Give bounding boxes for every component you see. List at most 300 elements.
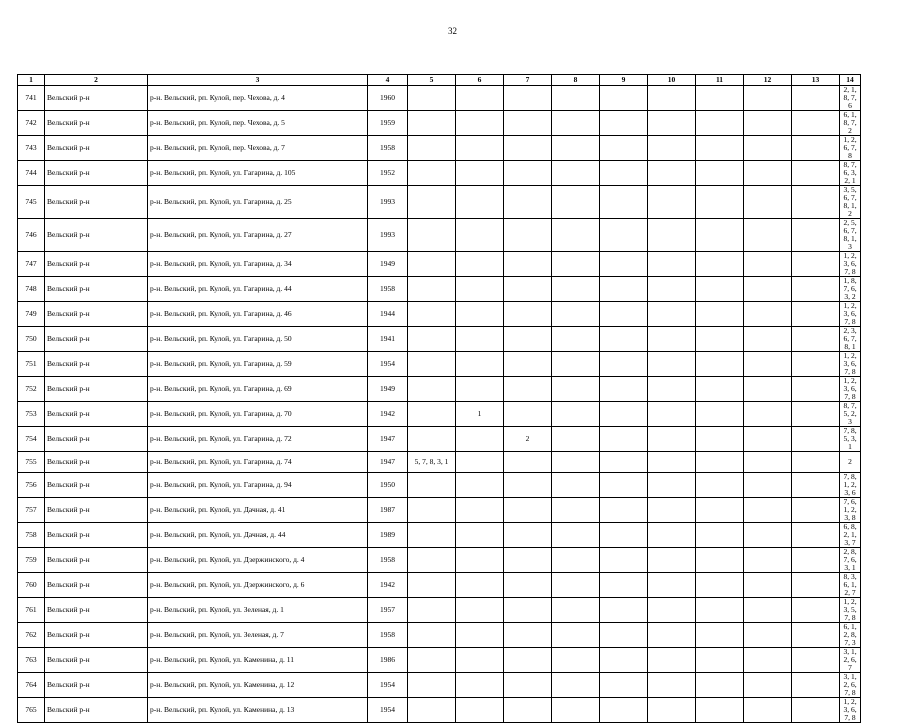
col13-cell bbox=[792, 86, 840, 111]
row-number: 757 bbox=[18, 498, 45, 523]
col12-cell bbox=[744, 548, 792, 573]
row-number: 762 bbox=[18, 623, 45, 648]
col8-cell bbox=[552, 648, 600, 673]
col14-cell: 8, 3, 6, 1, 2, 7 bbox=[840, 573, 861, 598]
row-number: 744 bbox=[18, 161, 45, 186]
col5-cell bbox=[408, 427, 456, 452]
district-cell: Вельский р-н bbox=[45, 473, 148, 498]
year-cell: 1958 bbox=[368, 277, 408, 302]
col7-cell bbox=[504, 523, 552, 548]
col8-cell bbox=[552, 698, 600, 723]
col9-cell bbox=[600, 302, 648, 327]
column-header-7: 7 bbox=[504, 75, 552, 86]
col7-cell bbox=[504, 573, 552, 598]
col14-cell: 6, 1, 2, 8, 7, 3 bbox=[840, 623, 861, 648]
address-cell: р-н. Вельский, рп. Кулой, ул. Гагарина, д. 74 bbox=[148, 452, 368, 473]
col8-cell bbox=[552, 277, 600, 302]
col12-cell bbox=[744, 673, 792, 698]
col11-cell bbox=[696, 648, 744, 673]
col14-cell: 8, 7, 5, 2, 3 bbox=[840, 402, 861, 427]
row-number: 750 bbox=[18, 327, 45, 352]
col10-cell bbox=[648, 186, 696, 219]
col12-cell bbox=[744, 698, 792, 723]
address-cell: р-н. Вельский, рп. Кулой, ул. Гагарина, д. 70 bbox=[148, 402, 368, 427]
district-cell: Вельский р-н bbox=[45, 402, 148, 427]
table-row bbox=[18, 673, 861, 698]
col11-cell bbox=[696, 523, 744, 548]
col9-cell bbox=[600, 352, 648, 377]
column-header-14: 14 bbox=[840, 75, 861, 86]
col5-cell bbox=[408, 523, 456, 548]
address-cell: р-н. Вельский, рп. Кулой, пер. Чехова, д. 5 bbox=[148, 111, 368, 136]
col6-cell bbox=[456, 327, 504, 352]
table-row bbox=[18, 219, 861, 252]
district-cell: Вельский р-н bbox=[45, 161, 148, 186]
year-cell: 1950 bbox=[368, 473, 408, 498]
row-number: 748 bbox=[18, 277, 45, 302]
district-cell: Вельский р-н bbox=[45, 111, 148, 136]
col13-cell bbox=[792, 648, 840, 673]
row-number: 753 bbox=[18, 402, 45, 427]
col5-cell bbox=[408, 623, 456, 648]
row-number: 752 bbox=[18, 377, 45, 402]
year-cell: 1944 bbox=[368, 302, 408, 327]
col11-cell bbox=[696, 598, 744, 623]
col8-cell bbox=[552, 86, 600, 111]
col10-cell bbox=[648, 673, 696, 698]
district-cell: Вельский р-н bbox=[45, 252, 148, 277]
district-cell: Вельский р-н bbox=[45, 86, 148, 111]
col11-cell bbox=[696, 452, 744, 473]
col9-cell bbox=[600, 473, 648, 498]
row-number: 765 bbox=[18, 698, 45, 723]
address-cell: р-н. Вельский, рп. Кулой, ул. Гагарина, д. 69 bbox=[148, 377, 368, 402]
col14-cell: 3, 1, 2, 6, 7, 8 bbox=[840, 673, 861, 698]
address-cell: р-н. Вельский, рп. Кулой, ул. Гагарина, д. 34 bbox=[148, 252, 368, 277]
address-cell: р-н. Вельский, рп. Кулой, ул. Каменина, д. 11 bbox=[148, 648, 368, 673]
col12-cell bbox=[744, 473, 792, 498]
col5-cell bbox=[408, 673, 456, 698]
col8-cell bbox=[552, 427, 600, 452]
col7-cell bbox=[504, 252, 552, 277]
address-cell: р-н. Вельский, рп. Кулой, пер. Чехова, д. 4 bbox=[148, 86, 368, 111]
col9-cell bbox=[600, 648, 648, 673]
col9-cell bbox=[600, 673, 648, 698]
row-number: 758 bbox=[18, 523, 45, 548]
col14-cell: 1, 2, 6, 7, 8 bbox=[840, 136, 861, 161]
col14-cell: 1, 2, 3, 6, 7, 8 bbox=[840, 352, 861, 377]
col11-cell bbox=[696, 136, 744, 161]
address-cell: р-н. Вельский, рп. Кулой, ул. Каменина, д. 13 bbox=[148, 698, 368, 723]
col10-cell bbox=[648, 352, 696, 377]
col7-cell bbox=[504, 402, 552, 427]
col7-cell bbox=[504, 302, 552, 327]
col8-cell bbox=[552, 302, 600, 327]
col11-cell bbox=[696, 548, 744, 573]
table-row bbox=[18, 402, 861, 427]
table-row bbox=[18, 648, 861, 673]
col13-cell bbox=[792, 352, 840, 377]
row-number: 761 bbox=[18, 598, 45, 623]
col12-cell bbox=[744, 598, 792, 623]
col14-cell: 2, 8, 7, 6, 3, 1 bbox=[840, 548, 861, 573]
row-number: 743 bbox=[18, 136, 45, 161]
district-cell: Вельский р-н bbox=[45, 573, 148, 598]
col13-cell bbox=[792, 523, 840, 548]
year-cell: 1959 bbox=[368, 111, 408, 136]
col11-cell bbox=[696, 111, 744, 136]
col5-cell bbox=[408, 648, 456, 673]
table-row bbox=[18, 548, 861, 573]
col7-cell bbox=[504, 327, 552, 352]
col7-cell bbox=[504, 698, 552, 723]
row-number: 754 bbox=[18, 427, 45, 452]
district-cell: Вельский р-н bbox=[45, 523, 148, 548]
col11-cell bbox=[696, 161, 744, 186]
row-number: 759 bbox=[18, 548, 45, 573]
col11-cell bbox=[696, 573, 744, 598]
col13-cell bbox=[792, 377, 840, 402]
district-cell: Вельский р-н bbox=[45, 427, 148, 452]
col13-cell bbox=[792, 402, 840, 427]
col6-cell bbox=[456, 673, 504, 698]
col5-cell bbox=[408, 352, 456, 377]
col12-cell bbox=[744, 352, 792, 377]
col8-cell bbox=[552, 377, 600, 402]
col10-cell bbox=[648, 277, 696, 302]
year-cell: 1954 bbox=[368, 698, 408, 723]
col12-cell bbox=[744, 86, 792, 111]
col8-cell bbox=[552, 573, 600, 598]
col13-cell bbox=[792, 219, 840, 252]
col10-cell bbox=[648, 377, 696, 402]
col5-cell bbox=[408, 302, 456, 327]
col6-cell bbox=[456, 86, 504, 111]
col5-cell bbox=[408, 698, 456, 723]
col11-cell bbox=[696, 427, 744, 452]
col13-cell bbox=[792, 673, 840, 698]
table-row bbox=[18, 698, 861, 723]
address-cell: р-н. Вельский, рп. Кулой, ул. Гагарина, д. 59 bbox=[148, 352, 368, 377]
col11-cell bbox=[696, 402, 744, 427]
col7-cell bbox=[504, 277, 552, 302]
col9-cell bbox=[600, 698, 648, 723]
district-cell: Вельский р-н bbox=[45, 623, 148, 648]
col14-cell: 1, 2, 3, 5, 7, 8 bbox=[840, 598, 861, 623]
col9-cell bbox=[600, 111, 648, 136]
col7-cell bbox=[504, 352, 552, 377]
table-row bbox=[18, 86, 861, 111]
column-header-1: 1 bbox=[18, 75, 45, 86]
address-cell: р-н. Вельский, рп. Кулой, ул. Каменина, д. 12 bbox=[148, 673, 368, 698]
col13-cell bbox=[792, 111, 840, 136]
col11-cell bbox=[696, 219, 744, 252]
col10-cell bbox=[648, 698, 696, 723]
col10-cell bbox=[648, 252, 696, 277]
col10-cell bbox=[648, 86, 696, 111]
col11-cell bbox=[696, 252, 744, 277]
district-cell: Вельский р-н bbox=[45, 648, 148, 673]
col7-cell bbox=[504, 498, 552, 523]
col9-cell bbox=[600, 161, 648, 186]
col7-cell bbox=[504, 161, 552, 186]
col12-cell bbox=[744, 377, 792, 402]
col14-cell: 1, 2, 3, 6, 7, 8 bbox=[840, 698, 861, 723]
col12-cell bbox=[744, 111, 792, 136]
table-row bbox=[18, 161, 861, 186]
address-cell: р-н. Вельский, рп. Кулой, ул. Гагарина, д. 25 bbox=[148, 186, 368, 219]
col14-cell: 1, 2, 3, 6, 7, 8 bbox=[840, 302, 861, 327]
col10-cell bbox=[648, 136, 696, 161]
col10-cell bbox=[648, 598, 696, 623]
year-cell: 1957 bbox=[368, 598, 408, 623]
col7-cell bbox=[504, 648, 552, 673]
col12-cell bbox=[744, 277, 792, 302]
col7-cell bbox=[504, 86, 552, 111]
table-row bbox=[18, 523, 861, 548]
table-row bbox=[18, 302, 861, 327]
address-cell: р-н. Вельский, рп. Кулой, ул. Зеленая, д. 1 bbox=[148, 598, 368, 623]
col14-cell: 7, 8, 1, 2, 3, 6 bbox=[840, 473, 861, 498]
district-cell: Вельский р-н bbox=[45, 302, 148, 327]
col8-cell bbox=[552, 219, 600, 252]
address-cell: р-н. Вельский, рп. Кулой, ул. Гагарина, д. 50 bbox=[148, 327, 368, 352]
col9-cell bbox=[600, 86, 648, 111]
col5-cell bbox=[408, 377, 456, 402]
col8-cell bbox=[552, 473, 600, 498]
col12-cell bbox=[744, 327, 792, 352]
col14-cell: 3, 1, 2, 6, 7 bbox=[840, 648, 861, 673]
year-cell: 1993 bbox=[368, 219, 408, 252]
col12-cell bbox=[744, 648, 792, 673]
col14-cell: 2, 5, 6, 7, 8, 1, 3 bbox=[840, 219, 861, 252]
row-number: 764 bbox=[18, 673, 45, 698]
column-header-2: 2 bbox=[45, 75, 148, 86]
col13-cell bbox=[792, 623, 840, 648]
address-cell: р-н. Вельский, рп. Кулой, ул. Дачная, д. 44 bbox=[148, 523, 368, 548]
col5-cell bbox=[408, 277, 456, 302]
column-header-6: 6 bbox=[456, 75, 504, 86]
col7-cell bbox=[504, 548, 552, 573]
table-row bbox=[18, 277, 861, 302]
col12-cell bbox=[744, 452, 792, 473]
col12-cell bbox=[744, 498, 792, 523]
col10-cell bbox=[648, 111, 696, 136]
col10-cell bbox=[648, 573, 696, 598]
col6-cell bbox=[456, 623, 504, 648]
year-cell: 1947 bbox=[368, 452, 408, 473]
col7-cell bbox=[504, 377, 552, 402]
table-row bbox=[18, 136, 861, 161]
address-cell: р-н. Вельский, рп. Кулой, ул. Гагарина, д. 27 bbox=[148, 219, 368, 252]
col11-cell bbox=[696, 352, 744, 377]
col13-cell bbox=[792, 161, 840, 186]
address-cell: р-н. Вельский, рп. Кулой, ул. Гагарина, д. 44 bbox=[148, 277, 368, 302]
col10-cell bbox=[648, 302, 696, 327]
col14-cell: 1, 2, 3, 6, 7, 8 bbox=[840, 252, 861, 277]
col13-cell bbox=[792, 498, 840, 523]
district-cell: Вельский р-н bbox=[45, 219, 148, 252]
address-cell: р-н. Вельский, рп. Кулой, ул. Дзержинского, д. 4 bbox=[148, 548, 368, 573]
col5-cell bbox=[408, 219, 456, 252]
col9-cell bbox=[600, 186, 648, 219]
col10-cell bbox=[648, 161, 696, 186]
col8-cell bbox=[552, 548, 600, 573]
column-header-5: 5 bbox=[408, 75, 456, 86]
col5-cell bbox=[408, 161, 456, 186]
col13-cell bbox=[792, 302, 840, 327]
column-header-11: 11 bbox=[696, 75, 744, 86]
col5-cell bbox=[408, 573, 456, 598]
col6-cell bbox=[456, 161, 504, 186]
year-cell: 1941 bbox=[368, 327, 408, 352]
col9-cell bbox=[600, 252, 648, 277]
address-cell: р-н. Вельский, рп. Кулой, ул. Гагарина, д. 46 bbox=[148, 302, 368, 327]
header-row bbox=[18, 75, 861, 86]
col11-cell bbox=[696, 327, 744, 352]
table-body bbox=[18, 86, 861, 723]
col6-cell bbox=[456, 302, 504, 327]
col5-cell: 5, 7, 8, 3, 1 bbox=[408, 452, 456, 473]
row-number: 742 bbox=[18, 111, 45, 136]
col9-cell bbox=[600, 277, 648, 302]
col5-cell bbox=[408, 598, 456, 623]
column-header-4: 4 bbox=[368, 75, 408, 86]
col9-cell bbox=[600, 136, 648, 161]
table-row bbox=[18, 598, 861, 623]
col6-cell bbox=[456, 186, 504, 219]
table-row bbox=[18, 498, 861, 523]
col10-cell bbox=[648, 548, 696, 573]
col10-cell bbox=[648, 219, 696, 252]
col12-cell bbox=[744, 302, 792, 327]
col9-cell bbox=[600, 402, 648, 427]
col5-cell bbox=[408, 327, 456, 352]
row-number: 749 bbox=[18, 302, 45, 327]
col7-cell bbox=[504, 136, 552, 161]
col7-cell: 2 bbox=[504, 427, 552, 452]
district-cell: Вельский р-н bbox=[45, 136, 148, 161]
col10-cell bbox=[648, 623, 696, 648]
col11-cell bbox=[696, 673, 744, 698]
col12-cell bbox=[744, 161, 792, 186]
year-cell: 1942 bbox=[368, 573, 408, 598]
col9-cell bbox=[600, 327, 648, 352]
col10-cell bbox=[648, 498, 696, 523]
col5-cell bbox=[408, 473, 456, 498]
col8-cell bbox=[552, 673, 600, 698]
row-number: 763 bbox=[18, 648, 45, 673]
col13-cell bbox=[792, 698, 840, 723]
col14-cell: 6, 8, 2, 1, 3, 7 bbox=[840, 523, 861, 548]
year-cell: 1942 bbox=[368, 402, 408, 427]
col11-cell bbox=[696, 302, 744, 327]
column-header-13: 13 bbox=[792, 75, 840, 86]
col5-cell bbox=[408, 402, 456, 427]
col10-cell bbox=[648, 452, 696, 473]
col8-cell bbox=[552, 161, 600, 186]
col5-cell bbox=[408, 111, 456, 136]
address-cell: р-н. Вельский, рп. Кулой, ул. Дзержинского, д. 6 bbox=[148, 573, 368, 598]
address-cell: р-н. Вельский, рп. Кулой, ул. Дачная, д. 41 bbox=[148, 498, 368, 523]
column-header-8: 8 bbox=[552, 75, 600, 86]
district-cell: Вельский р-н bbox=[45, 452, 148, 473]
col13-cell bbox=[792, 252, 840, 277]
col10-cell bbox=[648, 523, 696, 548]
row-number: 756 bbox=[18, 473, 45, 498]
column-header-3: 3 bbox=[148, 75, 368, 86]
col6-cell bbox=[456, 548, 504, 573]
year-cell: 1986 bbox=[368, 648, 408, 673]
page-number: 32 bbox=[448, 26, 457, 36]
col6-cell bbox=[456, 598, 504, 623]
column-header-9: 9 bbox=[600, 75, 648, 86]
col7-cell bbox=[504, 598, 552, 623]
col14-cell: 8, 7, 6, 3, 2, 1 bbox=[840, 161, 861, 186]
year-cell: 1989 bbox=[368, 523, 408, 548]
year-cell: 1949 bbox=[368, 252, 408, 277]
col6-cell bbox=[456, 427, 504, 452]
col6-cell bbox=[456, 136, 504, 161]
col8-cell bbox=[552, 498, 600, 523]
district-cell: Вельский р-н bbox=[45, 498, 148, 523]
col6-cell bbox=[456, 498, 504, 523]
col7-cell bbox=[504, 111, 552, 136]
address-cell: р-н. Вельский, рп. Кулой, ул. Гагарина, д. 72 bbox=[148, 427, 368, 452]
col13-cell bbox=[792, 598, 840, 623]
col14-cell: 7, 6, 1, 2, 3, 8 bbox=[840, 498, 861, 523]
col13-cell bbox=[792, 427, 840, 452]
row-number: 747 bbox=[18, 252, 45, 277]
col8-cell bbox=[552, 452, 600, 473]
col12-cell bbox=[744, 573, 792, 598]
col9-cell bbox=[600, 623, 648, 648]
col8-cell bbox=[552, 402, 600, 427]
col14-cell: 2, 3, 6, 7, 8, 1 bbox=[840, 327, 861, 352]
col11-cell bbox=[696, 277, 744, 302]
col5-cell bbox=[408, 136, 456, 161]
col6-cell bbox=[456, 111, 504, 136]
year-cell: 1954 bbox=[368, 352, 408, 377]
col5-cell bbox=[408, 498, 456, 523]
table-row bbox=[18, 352, 861, 377]
col9-cell bbox=[600, 548, 648, 573]
col8-cell bbox=[552, 523, 600, 548]
col7-cell bbox=[504, 186, 552, 219]
col8-cell bbox=[552, 598, 600, 623]
col9-cell bbox=[600, 377, 648, 402]
col8-cell bbox=[552, 136, 600, 161]
col6-cell bbox=[456, 277, 504, 302]
col6-cell bbox=[456, 377, 504, 402]
col7-cell bbox=[504, 452, 552, 473]
district-cell: Вельский р-н bbox=[45, 698, 148, 723]
table-row bbox=[18, 473, 861, 498]
table-row bbox=[18, 252, 861, 277]
col5-cell bbox=[408, 548, 456, 573]
district-cell: Вельский р-н bbox=[45, 277, 148, 302]
col11-cell bbox=[696, 86, 744, 111]
column-header-10: 10 bbox=[648, 75, 696, 86]
table-row bbox=[18, 623, 861, 648]
col14-cell: 6, 1, 8, 7, 2 bbox=[840, 111, 861, 136]
col6-cell bbox=[456, 352, 504, 377]
district-cell: Вельский р-н bbox=[45, 327, 148, 352]
row-number: 746 bbox=[18, 219, 45, 252]
col11-cell bbox=[696, 698, 744, 723]
col8-cell bbox=[552, 352, 600, 377]
registry-table bbox=[17, 74, 861, 723]
